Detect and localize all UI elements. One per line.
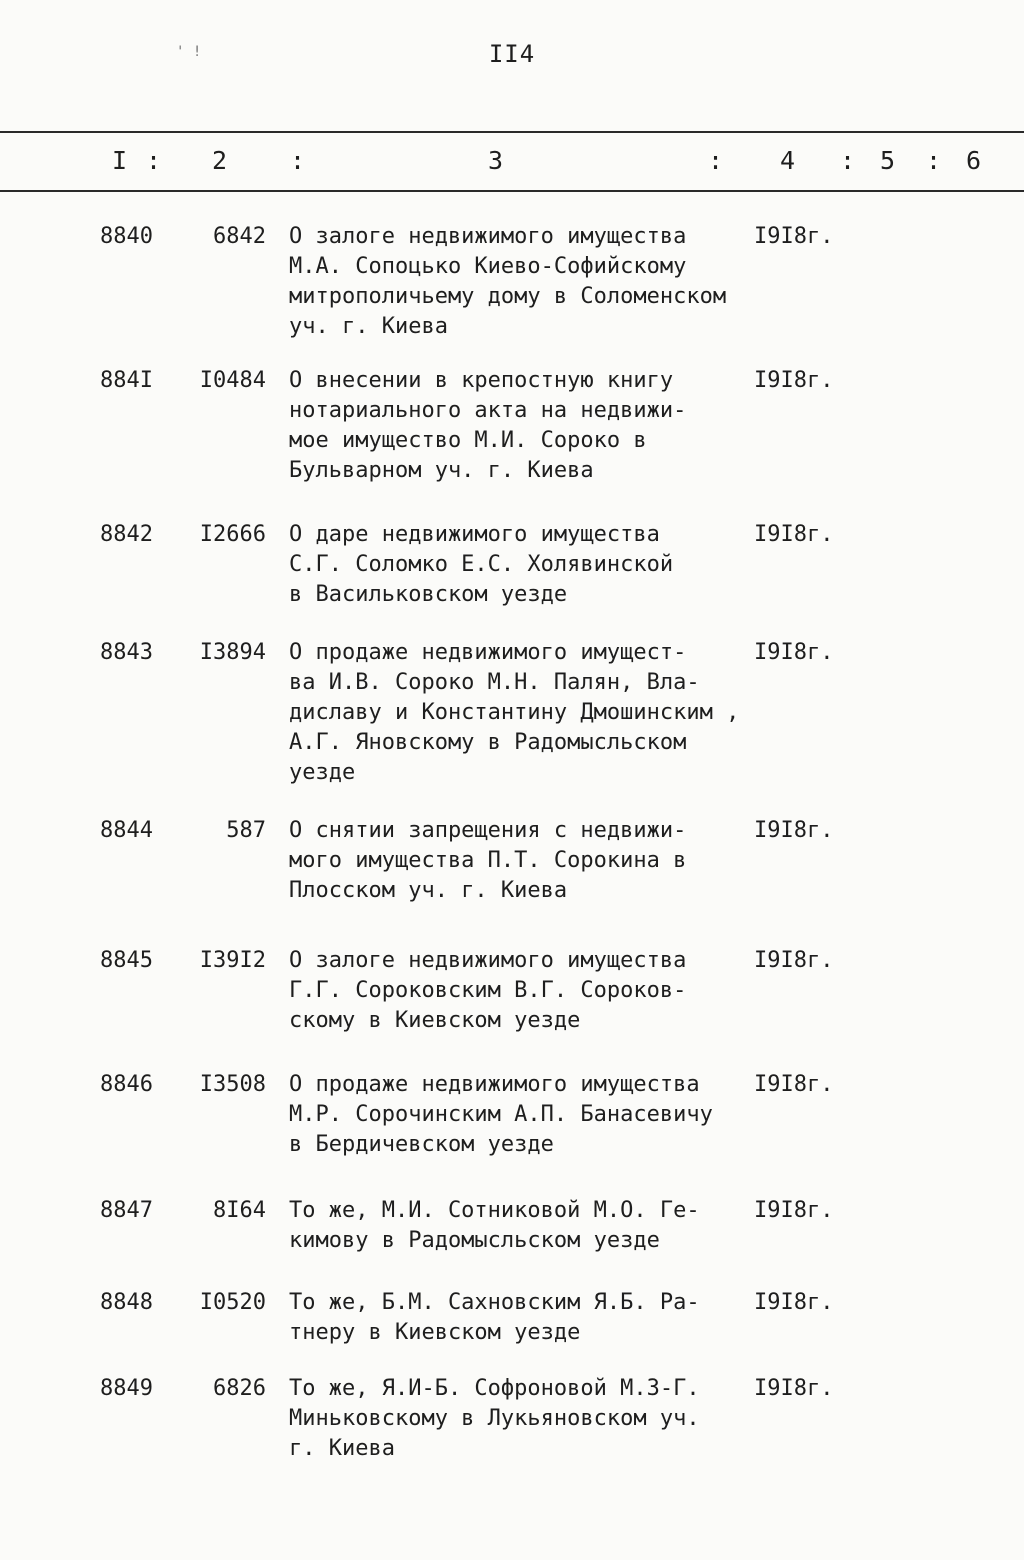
description-line: ва И.В. Сороко М.Н. Палян, Вла- bbox=[289, 670, 700, 695]
description-line: диславу и Константину Дмошинским , bbox=[289, 700, 740, 725]
description-line: Бульварном уч. г. Киева bbox=[289, 458, 594, 483]
description-line: О снятии запрещения с недвижи- bbox=[289, 818, 687, 843]
entry-year: I9I8г. bbox=[754, 224, 834, 249]
entry-year: I9I8г. bbox=[754, 1376, 834, 1401]
entry-number: 8844 bbox=[100, 818, 153, 843]
description-line: Миньковскому в Лукьяновском уч. bbox=[289, 1406, 700, 1431]
entry-year: I9I8г. bbox=[754, 1290, 834, 1315]
entry-number: 8842 bbox=[100, 522, 153, 547]
column-separator: : bbox=[290, 146, 306, 175]
entry-number: 8847 bbox=[100, 1198, 153, 1223]
column-separator: : bbox=[146, 146, 162, 175]
description-line: О продаже недвижимого имущест- bbox=[289, 640, 687, 665]
entry-description bbox=[289, 1196, 759, 1256]
entry-year: I9I8г. bbox=[754, 948, 834, 973]
entry-number: 8840 bbox=[100, 224, 153, 249]
entry-number: 884I bbox=[100, 368, 153, 393]
description-line: О продаже недвижимого имущества bbox=[289, 1072, 700, 1097]
entry-code: I0520 bbox=[199, 1290, 266, 1315]
description-line: То же, М.И. Сотниковой М.О. Ге- bbox=[289, 1198, 700, 1223]
entry-year: I9I8г. bbox=[754, 1198, 834, 1223]
entry-code: I0484 bbox=[199, 368, 266, 393]
column-header-1: I bbox=[112, 146, 128, 175]
header-rule-top bbox=[0, 131, 1024, 133]
page-number: II4 bbox=[488, 40, 536, 68]
column-separator: : bbox=[708, 146, 724, 175]
description-line: Г.Г. Сороковским В.Г. Сороков- bbox=[289, 978, 687, 1003]
entry-code: I3894 bbox=[199, 640, 266, 665]
entry-number: 8848 bbox=[100, 1290, 153, 1315]
description-line: М.Р. Сорочинским А.П. Банасевичу bbox=[289, 1102, 713, 1127]
entry-code: 587 bbox=[226, 818, 266, 843]
description-line: уч. г. Киева bbox=[289, 314, 448, 339]
entry-year: I9I8г. bbox=[754, 522, 834, 547]
description-line: То же, Я.И-Б. Софроновой М.З-Г. bbox=[289, 1376, 700, 1401]
entry-year: I9I8г. bbox=[754, 368, 834, 393]
entry-number: 8843 bbox=[100, 640, 153, 665]
entry-code: 6842 bbox=[213, 224, 266, 249]
entry-year: I9I8г. bbox=[754, 640, 834, 665]
column-separator: : bbox=[926, 146, 942, 175]
entry-code: 6826 bbox=[213, 1376, 266, 1401]
entry-year: I9I8г. bbox=[754, 818, 834, 843]
entry-year: I9I8г. bbox=[754, 1072, 834, 1097]
column-header-6: 6 bbox=[966, 146, 982, 175]
description-line: скому в Киевском уезде bbox=[289, 1008, 581, 1033]
entry-description bbox=[289, 946, 759, 1036]
entry-description bbox=[289, 1070, 759, 1160]
entry-description bbox=[289, 520, 759, 610]
entry-description bbox=[289, 1374, 759, 1464]
description-line: Плосском уч. г. Киева bbox=[289, 878, 568, 903]
entry-number: 8849 bbox=[100, 1376, 153, 1401]
description-line: тнеру в Киевском уезде bbox=[289, 1320, 581, 1345]
description-line: О залоге недвижимого имущества bbox=[289, 224, 687, 249]
description-line: нотариального акта на недвижи- bbox=[289, 398, 687, 423]
entry-code: I3508 bbox=[199, 1072, 266, 1097]
description-line: уезде bbox=[289, 760, 356, 785]
column-header-4: 4 bbox=[780, 146, 796, 175]
description-line: кимову в Радомысльском уезде bbox=[289, 1228, 660, 1253]
column-header-2: 2 bbox=[212, 146, 228, 175]
entry-code: I2666 bbox=[199, 522, 266, 547]
description-line: О залоге недвижимого имущества bbox=[289, 948, 687, 973]
description-line: в Васильковском уезде bbox=[289, 582, 568, 607]
entry-description bbox=[289, 1288, 759, 1348]
column-separator: : bbox=[840, 146, 856, 175]
column-header-5: 5 bbox=[880, 146, 896, 175]
description-line: в Бердичевском уезде bbox=[289, 1132, 554, 1157]
entry-description bbox=[289, 366, 759, 486]
entry-description bbox=[289, 638, 759, 788]
header-rule-bottom bbox=[0, 190, 1024, 192]
description-line: О даре недвижимого имущества bbox=[289, 522, 660, 547]
description-line: М.А. Сопоцько Киево-Софийскому bbox=[289, 254, 687, 279]
entry-number: 8845 bbox=[100, 948, 153, 973]
description-line: мое имущество М.И. Сороко в bbox=[289, 428, 647, 453]
entry-number: 8846 bbox=[100, 1072, 153, 1097]
description-line: митрополичьему дому в Соломенском bbox=[289, 284, 727, 309]
description-line: О внесении в крепостную книгу bbox=[289, 368, 674, 393]
description-line: С.Г. Соломко Е.С. Холявинской bbox=[289, 552, 674, 577]
entry-description bbox=[289, 816, 759, 906]
entry-code: 8I64 bbox=[213, 1198, 266, 1223]
description-line: А.Г. Яновскому в Радомысльском bbox=[289, 730, 687, 755]
description-line: То же, Б.М. Сахновским Я.Б. Ра- bbox=[289, 1290, 700, 1315]
column-header-3: 3 bbox=[488, 146, 504, 175]
description-line: г. Киева bbox=[289, 1436, 395, 1461]
description-line: мого имущества П.Т. Сорокина в bbox=[289, 848, 687, 873]
entry-code: I39I2 bbox=[199, 948, 266, 973]
entry-description bbox=[289, 222, 759, 342]
margin-mark: ' ! bbox=[176, 44, 202, 60]
